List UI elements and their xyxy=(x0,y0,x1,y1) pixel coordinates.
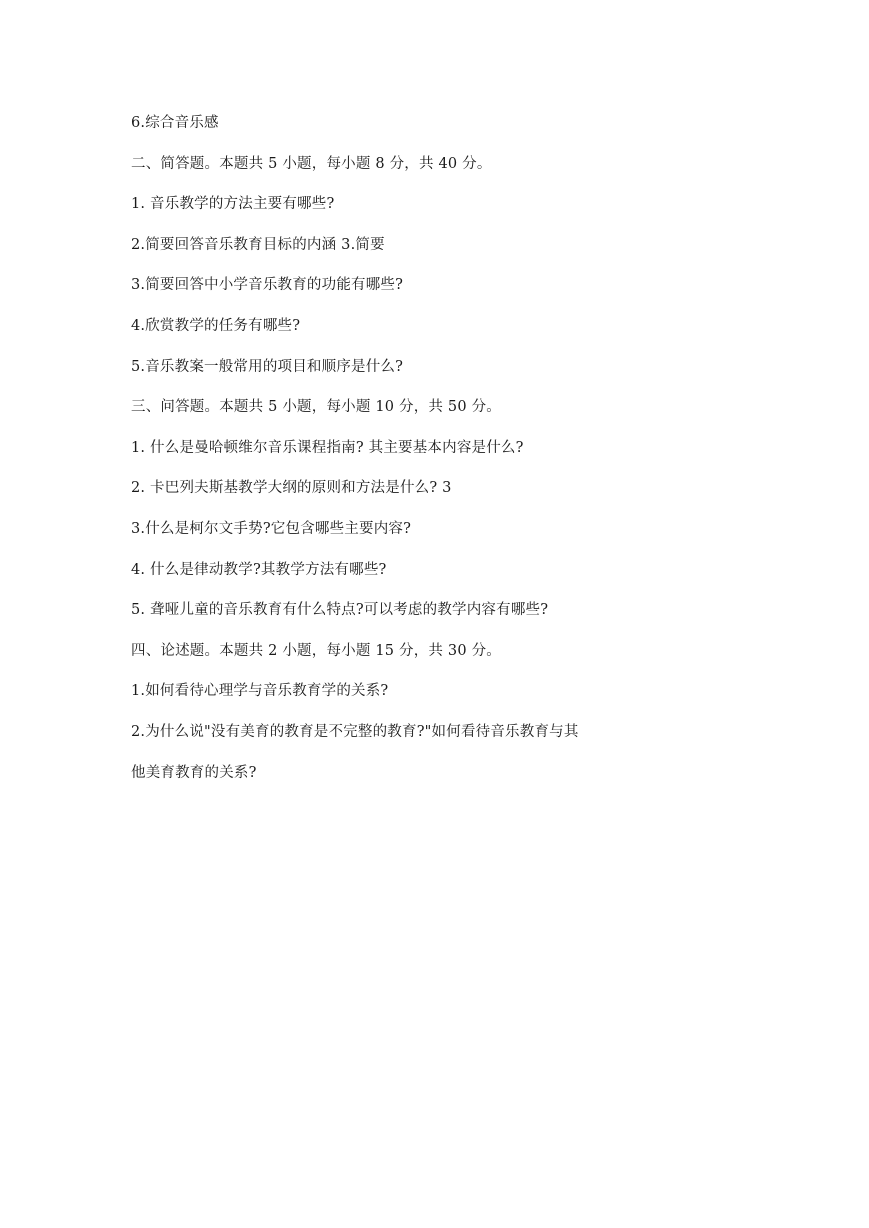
question-essay-1: 1.如何看待心理学与音乐教育学的关系? xyxy=(131,683,389,700)
section-heading-short-answer: 二、简答题。本题共 5 小题，每小题 8 分，共 40 分。 xyxy=(131,155,492,172)
question-short-5: 5.音乐教案一般常用的项目和顺序是什么? xyxy=(131,358,404,375)
question-long-2: 2. 卡巴列夫斯基教学大纲的原则和方法是什么? 3 xyxy=(131,480,452,497)
document-body xyxy=(131,113,751,803)
question-essay-2-continued: 他美育教育的关系? xyxy=(131,764,257,781)
item-music-sense: 6.综合音乐感 xyxy=(131,115,219,131)
question-short-1: 1. 音乐教学的方法主要有哪些? xyxy=(131,196,335,213)
section-heading-essay: 四、论述题。本题共 2 小题，每小题 15 分，共 30 分。 xyxy=(131,642,501,659)
question-short-4: 4.欣赏教学的任务有哪些? xyxy=(131,317,301,334)
question-long-1: 1. 什么是曼哈顿维尔音乐课程指南? 其主要基本内容是什么? xyxy=(131,439,524,456)
question-long-5: 5. 聋哑儿童的音乐教育有什么特点?可以考虑的教学内容有哪些? xyxy=(131,602,549,619)
question-long-4: 4. 什么是律动教学?其教学方法有哪些? xyxy=(131,561,387,578)
question-short-2: 2.简要回答音乐教育目标的内涵 3.简要 xyxy=(131,236,385,253)
question-essay-2: 2.为什么说"没有美育的教育是不完整的教育?"如何看待音乐教育与其 xyxy=(131,723,579,740)
section-heading-questions: 三、问答题。本题共 5 小题，每小题 10 分，共 50 分。 xyxy=(131,399,501,416)
question-short-3: 3.简要回答中小学音乐教育的功能有哪些? xyxy=(131,277,404,294)
question-long-3: 3.什么是柯尔文手势?它包含哪些主要内容? xyxy=(131,520,412,537)
